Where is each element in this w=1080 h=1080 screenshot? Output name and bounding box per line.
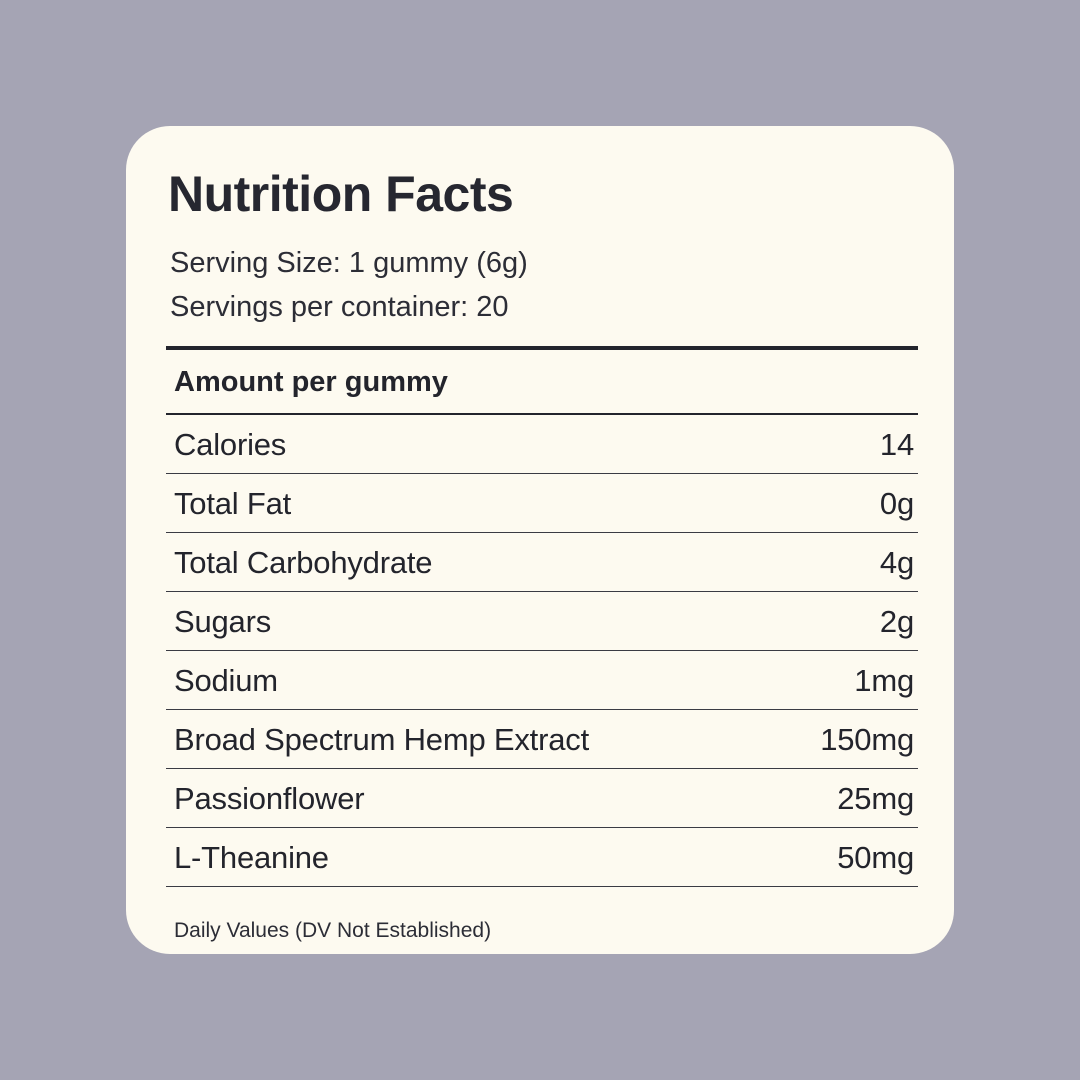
nutrient-label: Total Carbohydrate (174, 545, 433, 581)
table-row (166, 533, 918, 592)
nutrient-value: 4g (879, 545, 914, 581)
nutrient-label: L-Theanine (174, 840, 329, 876)
nutrient-value: 25mg (837, 781, 914, 817)
nutrient-label: Calories (174, 427, 287, 463)
table-row (166, 769, 918, 828)
table-row (166, 415, 918, 474)
nutrient-label: Sodium (174, 663, 278, 699)
servings-per-container-text: Servings per container: 20 (170, 291, 509, 324)
nutrient-label: Total Fat (174, 486, 292, 522)
daily-values-footnote: Daily Values (DV Not Established) (174, 919, 492, 943)
nutrient-value: 1mg (854, 663, 914, 699)
nutrient-label: Sugars (174, 604, 272, 640)
card-inner (166, 168, 918, 943)
nutrient-label: Passionflower (174, 781, 365, 817)
nutrient-label: Broad Spectrum Hemp Extract (174, 722, 589, 758)
table-row (166, 710, 918, 769)
nutrition-facts-card (126, 126, 954, 954)
table-row (166, 474, 918, 533)
page-title: Nutrition Facts (168, 166, 514, 222)
table-row (166, 651, 918, 710)
nutrient-value: 150mg (820, 722, 914, 758)
table-row (166, 828, 918, 887)
nutrient-value: 14 (879, 427, 914, 463)
amount-per-serving-header: Amount per gummy (174, 366, 448, 399)
nutrient-table (166, 415, 918, 887)
nutrient-value: 2g (879, 604, 914, 640)
table-row (166, 592, 918, 651)
serving-size-text: Serving Size: 1 gummy (6g) (170, 246, 528, 279)
nutrient-value: 0g (879, 486, 914, 522)
nutrient-value: 50mg (837, 840, 914, 876)
